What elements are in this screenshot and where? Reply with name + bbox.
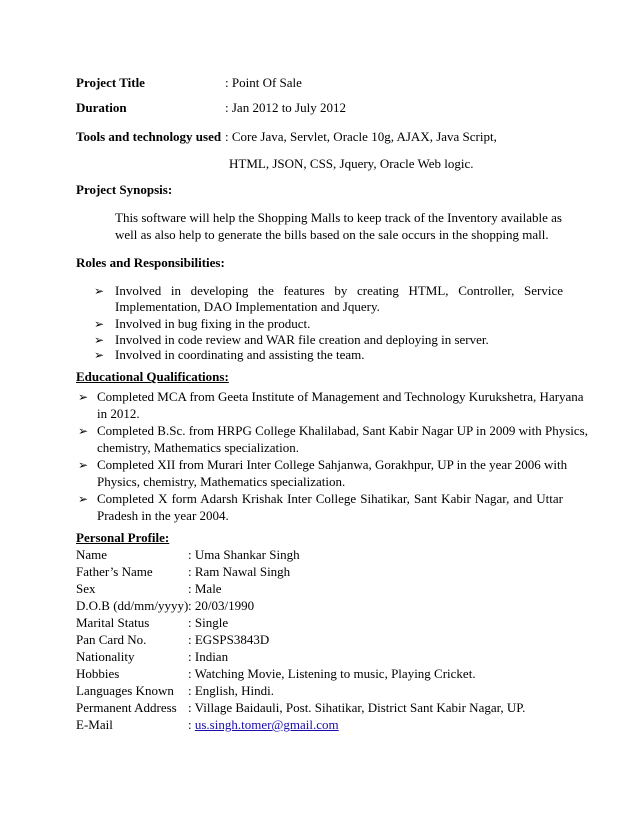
profile-label-marital: Marital Status [76,615,150,630]
roles-item-3: Involved in code review and WAR file creation and deploying in server. [115,332,489,347]
arrow-bullet-icon: ➢ [78,458,89,472]
tools-value-line-1: : Core Java, Servlet, Oracle 10g, AJAX, Java Script, [225,129,497,144]
profile-value-sex: : Male [188,581,222,596]
education-item-3-line-1: Completed XII from Murari Inter College Sahjanwa, Gorakhpur, UP in the year 2006 with [97,457,568,472]
arrow-bullet-icon: ➢ [78,390,89,404]
education-item-4-line-1: Completed X form Adarsh Krishak Inter College Sihatikar, Sant Kabir Nagar, and Uttar [97,491,563,506]
education-heading: Educational Qualifications: [76,369,229,384]
profile-value-languages: : English, Hindi. [188,683,274,698]
profile-value-address: : Village Baidauli, Post. Sihatikar, District Sant Kabir Nagar, UP. [188,700,526,715]
profile-label-hobbies: Hobbies [76,666,120,681]
profile-value-email [188,717,339,733]
education-item-2-line-1: Completed B.Sc. from HRPG College Khalilabad, Sant Kabir Nagar UP in 2009 with Physics, [97,423,588,438]
personal-heading: Personal Profile: [76,530,170,545]
email-link[interactable]: us.singh.tomer@gmail.com [194,717,339,732]
roles-item-1-line-1: Involved in developing the features by creating HTML, Controller, Service [115,283,563,298]
profile-label-languages: Languages Known [76,683,174,698]
education-item-2-line-2: chemistry, Mathematics specialization. [97,440,300,455]
profile-label-address: Permanent Address [76,700,177,715]
profile-value-nationality: : Indian [188,649,229,664]
email-colon: : [188,717,195,732]
arrow-bullet-icon: ➢ [94,317,105,331]
profile-label-nationality: Nationality [76,649,135,664]
profile-value-pan: : EGSPS3843D [188,632,270,647]
profile-label-dob: D.O.B (dd/mm/yyyy) [76,598,189,613]
education-item-4-line-2: Pradesh in the year 2004. [97,508,229,523]
profile-value-marital: : Single [188,615,229,630]
roles-item-4: Involved in coordinating and assisting the team. [115,347,365,362]
education-item-1-line-2: in 2012. [97,406,140,421]
tools-label: Tools and technology used [76,129,222,144]
arrow-bullet-icon: ➢ [78,424,89,438]
roles-heading: Roles and Responsibilities: [76,255,225,270]
profile-value-name: : Uma Shankar Singh [188,547,300,562]
arrow-bullet-icon: ➢ [78,492,89,506]
duration-value: : Jan 2012 to July 2012 [225,100,346,115]
synopsis-line-1: This software will help the Shopping Malls to keep track of the Inventory available as [115,210,562,225]
roles-item-2: Involved in bug fixing in the product. [115,316,311,331]
profile-label-sex: Sex [76,581,96,596]
project-title-value: : Point Of Sale [225,75,302,90]
profile-label-email: E-Mail [76,717,113,732]
project-title-label: Project Title [76,75,145,90]
arrow-bullet-icon: ➢ [94,333,105,347]
education-item-1-line-1: Completed MCA from Geeta Institute of Management and Technology Kurukshetra, Haryana [97,389,584,404]
arrow-bullet-icon: ➢ [94,284,105,298]
duration-label: Duration [76,100,127,115]
synopsis-line-2: well as also help to generate the bills based on the sale occurs in the shopping mall. [115,227,549,242]
profile-value-father: : Ram Nawal Singh [188,564,291,579]
profile-label-name: Name [76,547,108,562]
education-item-3-line-2: Physics, chemistry, Mathematics specialization. [97,474,346,489]
tools-value-line-2: HTML, JSON, CSS, Jquery, Oracle Web logic. [229,156,474,171]
profile-value-dob: : 20/03/1990 [188,598,255,613]
arrow-bullet-icon: ➢ [94,348,105,362]
profile-label-pan: Pan Card No. [76,632,147,647]
profile-value-hobbies: : Watching Movie, Listening to music, Playing Cricket. [188,666,476,681]
synopsis-heading: Project Synopsis: [76,182,173,197]
profile-label-father: Father’s Name [76,564,153,579]
roles-item-1-line-2: Implementation, DAO Implementation and Jquery. [115,299,380,314]
